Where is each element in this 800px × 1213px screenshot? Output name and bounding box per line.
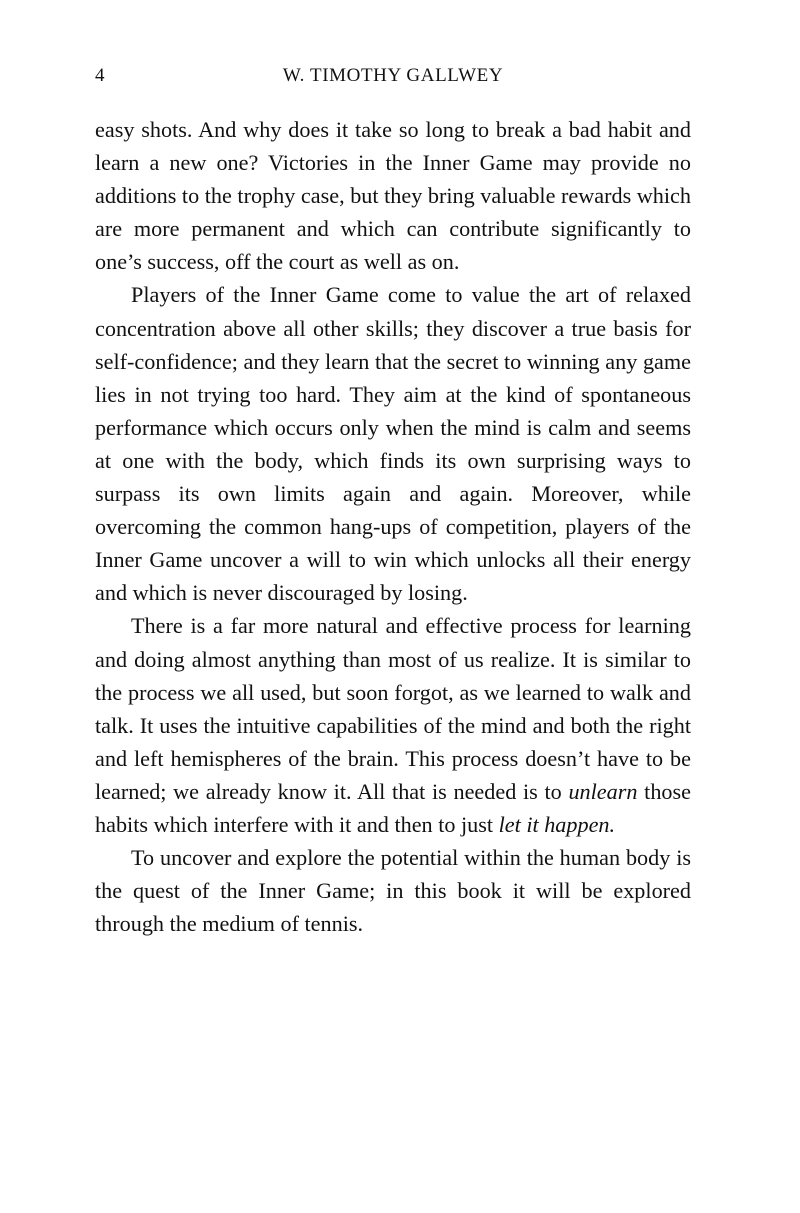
paragraph-4: To uncover and explore the potential within the human body is the quest of the Inner Game; in this book it will be explored through the medium of tennis. [95,845,691,937]
running-header [95,62,691,90]
author-header: W. TIMOTHY GALLWEY [282,65,504,86]
paragraph-1: easy shots. And why does it take so long to break a bad habit and learn a new one? Victories in the Inner Game may provide no additions to the trophy case, but they bring valuable rewards which are more permanent and which can contribute significantly to one’s success, off the court as well as on. [95,117,691,275]
paragraph-3-text-before: There is a far more natural and effective process for learning and doing almost anything than most of us realize. It is similar to the process we all used, but soon forgot, as we learned to walk and talk. It uses the intuitive capabilities of the mind and both the right and left hemispheres of the brain. This process doesn’t have to be learned; we already know it. All that is needed is to [95,613,691,804]
paragraph-3-text-middle: those habits which interfere with it and then to just [95,778,691,837]
body-text [95,113,691,940]
paragraph-3 [95,609,691,841]
emphasis-let-it-happen: let it happen. [498,811,616,837]
paragraph-2: Players of the Inner Game come to value the art of relaxed concentration above all other skills; they discover a true basis for self-confidence; and they learn that the secret to winning any game lies in not trying too hard. They aim at the kind of spontaneous performance which occurs only when the mind is calm and seems at one with the body, which finds its own surprising ways to surpass its own limits again and again. Moreover, while overcoming the common hang-ups of competition, players of the Inner Game uncover a will to win which unlocks all their energy and which is never discouraged by losing. [95,282,691,606]
page-number: 4 [95,65,105,86]
emphasis-unlearn: unlearn [568,778,638,804]
